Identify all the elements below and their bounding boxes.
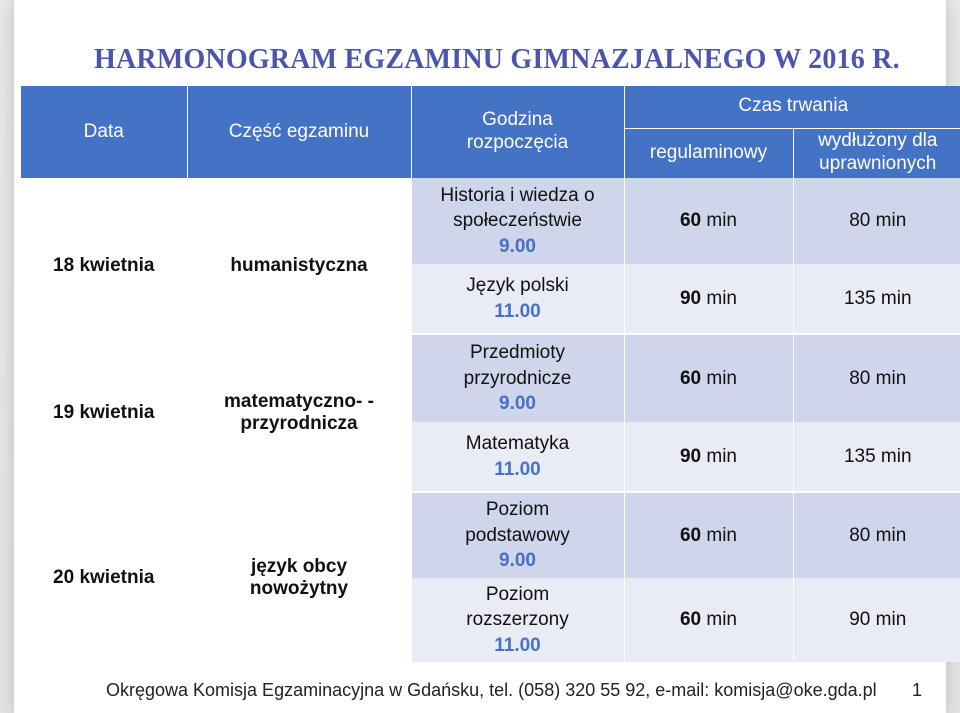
session-subject: Język polski [466, 274, 569, 296]
header-part: Część egzaminu [187, 86, 411, 178]
session-cell [411, 334, 624, 422]
regular-duration [624, 492, 793, 578]
session-cell [411, 422, 624, 492]
duration-unit: min [701, 609, 738, 630]
regular-duration [624, 578, 793, 662]
exam-part: język obcy nowożytny [187, 492, 411, 662]
duration-unit: min [701, 524, 738, 546]
duration-value: 90 [679, 445, 702, 467]
duration-value: 90 [679, 287, 702, 309]
duration-unit: min [701, 367, 738, 389]
exam-date: 18 kwietnia [21, 178, 187, 334]
exam-schedule-table [21, 86, 960, 662]
duration-value: 60 [679, 367, 702, 389]
session-subject: Matematyka [465, 432, 570, 454]
session-hour: 11.00 [494, 634, 541, 656]
session-hour: 9.00 [499, 550, 536, 572]
extended-duration: 90 min [793, 578, 960, 662]
regular-duration [624, 334, 793, 422]
header-extended: wydłużony dla uprawnionych [793, 128, 960, 178]
extended-duration: 135 min [793, 264, 960, 334]
table-row [21, 492, 960, 578]
slide [14, 0, 946, 713]
session-subject: Historia i wiedza o społeczeństwie [440, 184, 595, 232]
regular-duration [624, 264, 793, 334]
session-hour: 9.00 [499, 393, 536, 415]
session-subject: Poziom podstawowy [465, 499, 570, 546]
table-row [21, 178, 960, 264]
session-hour: 11.00 [494, 300, 541, 322]
duration-value: 60 [679, 609, 702, 630]
duration-unit: min [701, 287, 738, 309]
extended-duration: 80 min [793, 492, 960, 578]
page-title: HARMONOGRAM EGZAMINU GIMNAZJALNEGO W 2016 R. [94, 44, 900, 75]
session-subject: Poziom rozszerzony [466, 583, 569, 631]
extended-duration: 80 min [793, 178, 960, 264]
header-start-time: Godzina rozpoczęcia [411, 86, 624, 178]
exam-part: matematyczno- -przyrodnicza [187, 334, 411, 492]
header-row [21, 86, 960, 128]
extended-duration: 135 min [793, 422, 960, 492]
session-hour: 9.00 [499, 235, 536, 257]
header-duration: Czas trwania [624, 86, 960, 128]
header-regular: regulaminowy [624, 128, 793, 178]
duration-unit: min [701, 445, 738, 467]
session-hour: 11.00 [494, 458, 541, 480]
exam-part: humanistyczna [187, 178, 411, 334]
session-subject: Przedmioty przyrodnicze [463, 342, 572, 389]
table-row [21, 334, 960, 422]
duration-unit: min [701, 210, 738, 231]
exam-date: 20 kwietnia [21, 492, 187, 662]
duration-value: 60 [679, 524, 702, 546]
regular-duration [624, 422, 793, 492]
session-cell [411, 578, 624, 662]
footer-contact: Okręgowa Komisja Egzaminacyjna w Gdańsku, tel. (058) 320 55 92, e-mail: komisja@oke.gda.pl [106, 680, 877, 700]
regular-duration [624, 178, 793, 264]
extended-duration: 80 min [793, 334, 960, 422]
session-cell [411, 178, 624, 264]
session-cell [411, 492, 624, 578]
duration-value: 60 [679, 210, 702, 231]
session-cell [411, 264, 624, 334]
exam-date: 19 kwietnia [21, 334, 187, 492]
page-number: 1 [912, 680, 923, 700]
header-date: Data [21, 86, 187, 178]
